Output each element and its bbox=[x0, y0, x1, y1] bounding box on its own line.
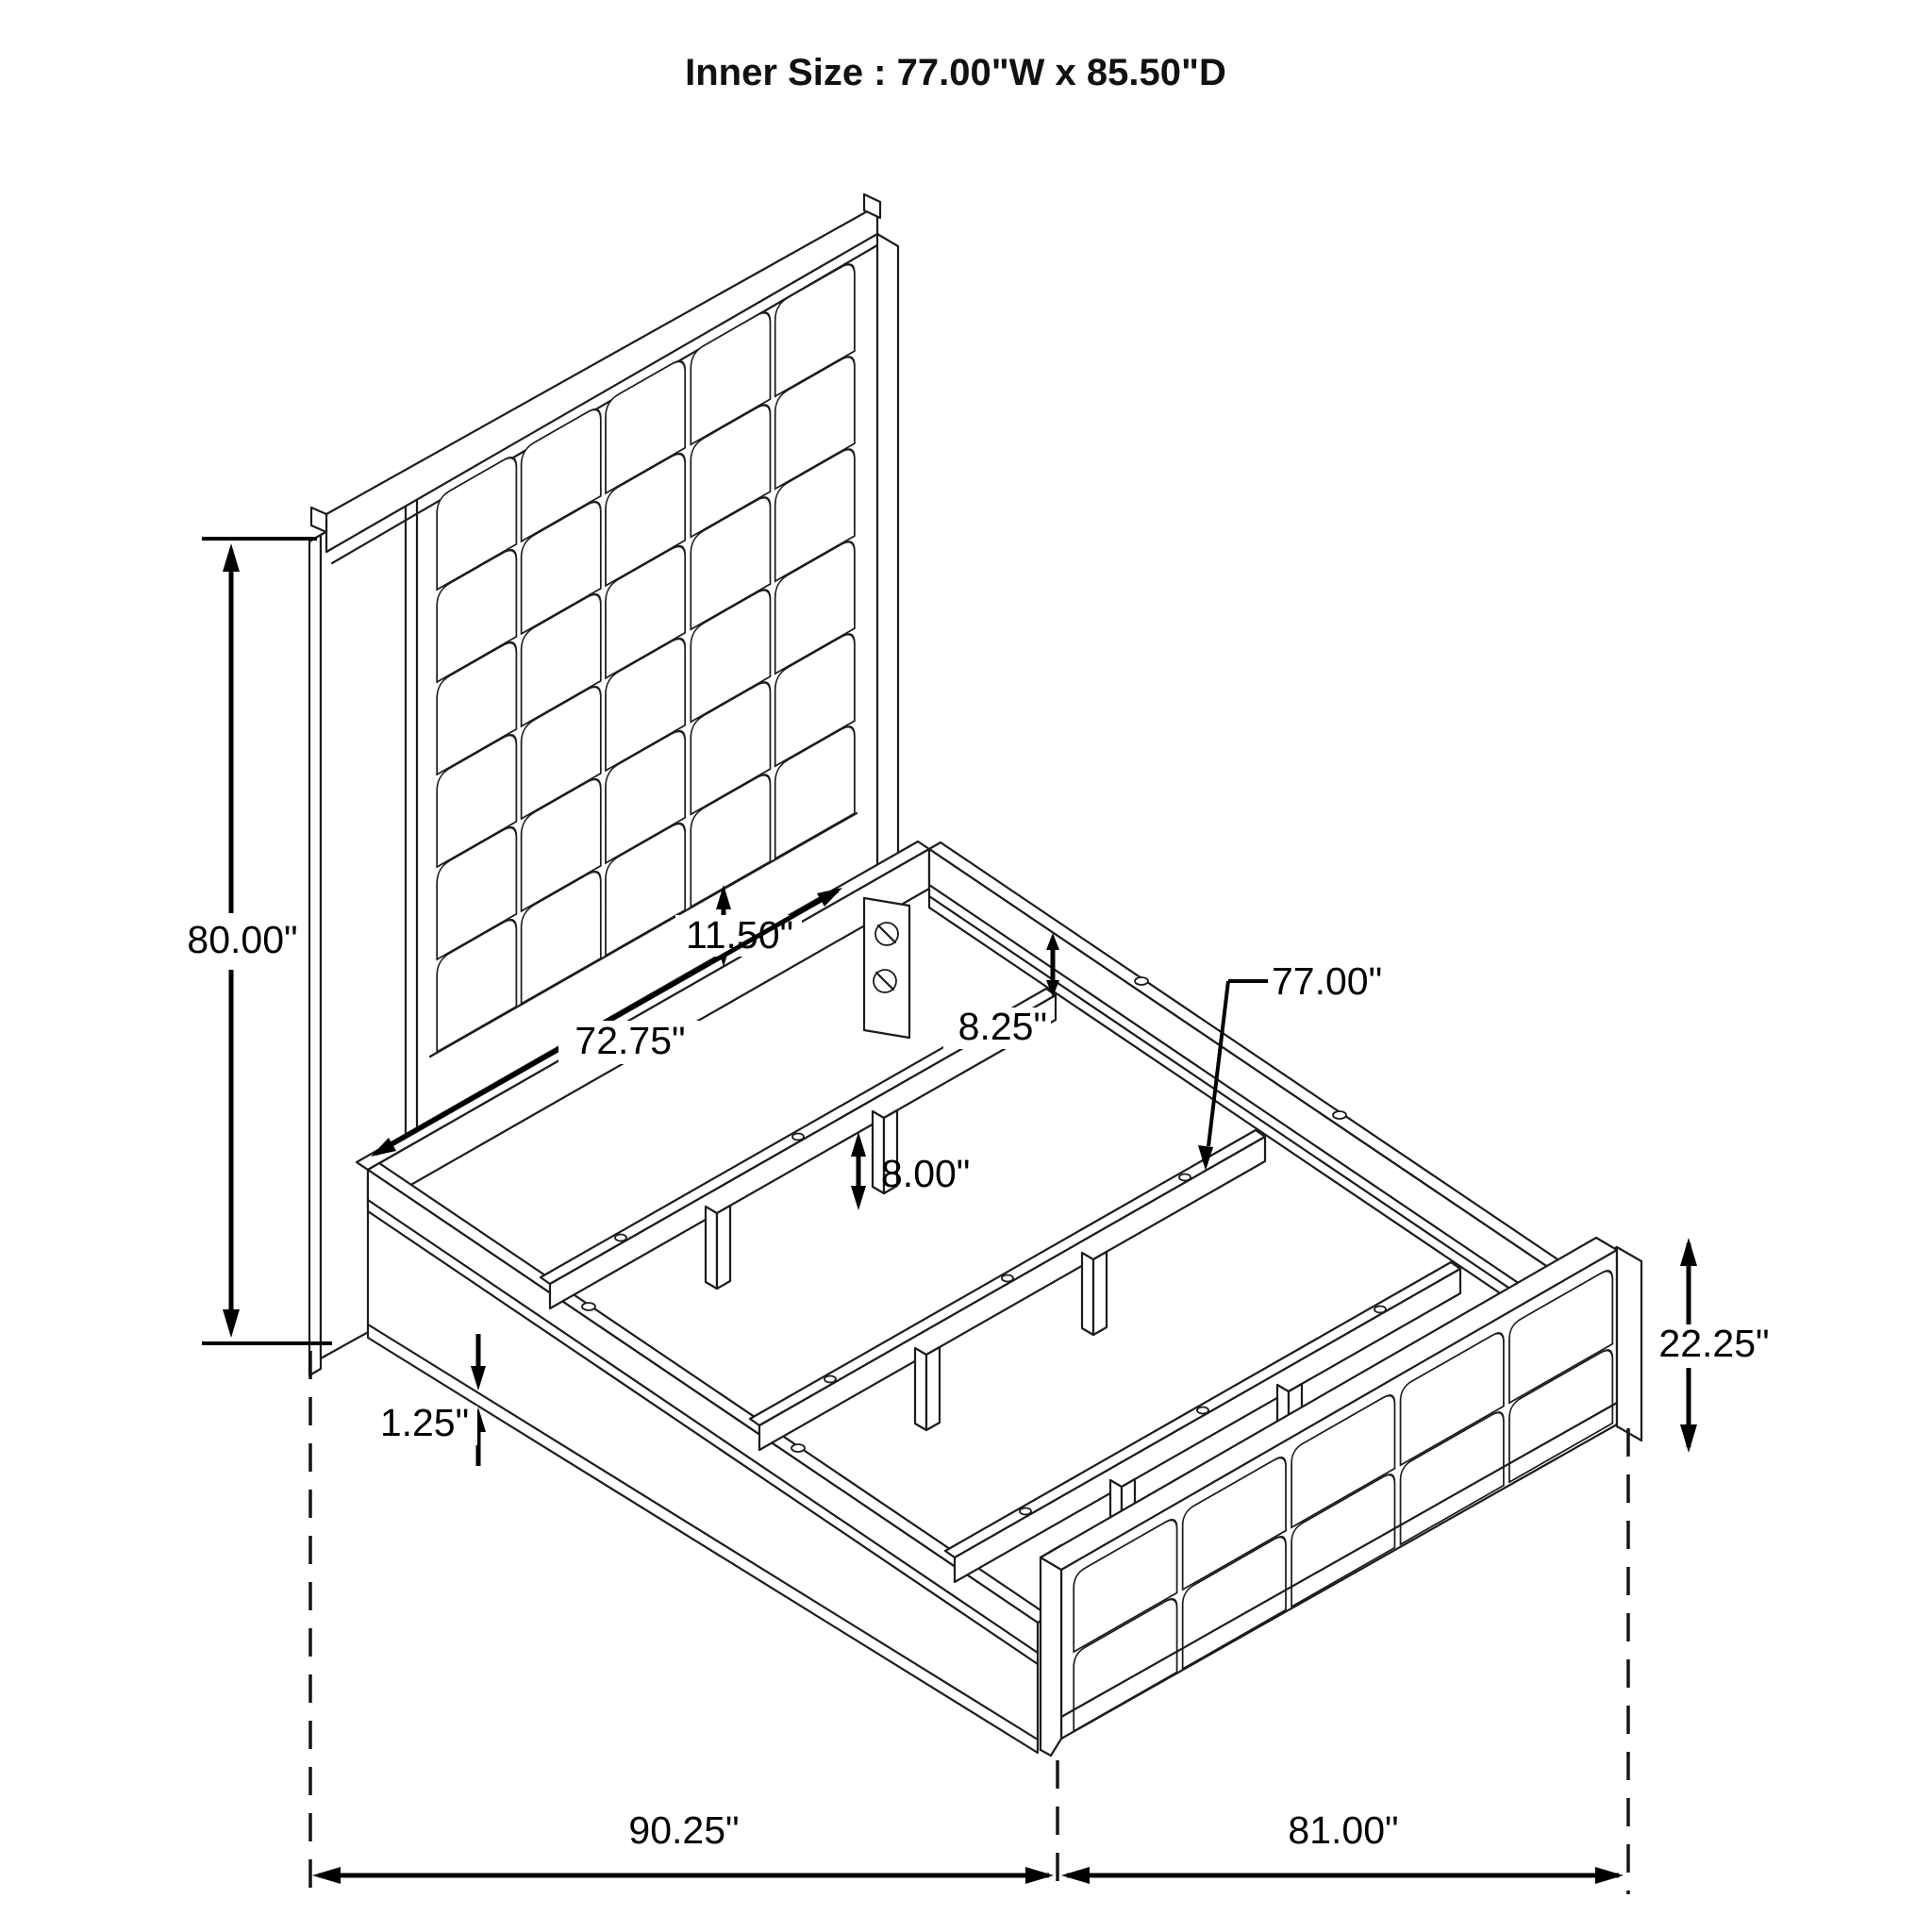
inner-rail-width-label: 72.75" bbox=[575, 1019, 686, 1062]
screw-icon bbox=[1333, 1111, 1346, 1119]
footboard-right-post bbox=[1617, 1247, 1641, 1441]
dimension-overall-width bbox=[1061, 1808, 1624, 1884]
screw-icon bbox=[791, 1444, 805, 1452]
headboard-left-post-side bbox=[309, 535, 321, 1375]
rail-trim-label: 1.25" bbox=[379, 1401, 470, 1444]
left-rail-face bbox=[368, 1170, 1038, 1753]
slat-2-leg-side bbox=[915, 1348, 926, 1430]
bracket-plate bbox=[864, 898, 909, 1038]
right-rail-top bbox=[929, 842, 1639, 1321]
overall-depth-label: 90.25" bbox=[628, 1808, 740, 1852]
screw-icon bbox=[1179, 1174, 1191, 1181]
rail-to-slat-label: 8.25" bbox=[958, 1005, 1047, 1048]
leg-height-label: 8.00" bbox=[881, 1152, 971, 1195]
dimension-headboard-height bbox=[179, 543, 307, 1338]
headboard-cap-left-tab bbox=[311, 508, 326, 532]
slat-1-leg-side bbox=[706, 1207, 717, 1289]
headboard-right-post bbox=[877, 234, 898, 947]
footboard-height-label: 22.25" bbox=[1658, 1322, 1770, 1365]
page-title: Inner Size : 77.00"W x 85.50"D bbox=[685, 52, 1226, 93]
mounting-bracket bbox=[864, 898, 909, 1038]
screw-icon bbox=[1020, 1508, 1031, 1515]
panel-gap-label: 11.50" bbox=[685, 913, 794, 957]
slat-2-leg-front bbox=[1093, 1252, 1107, 1335]
headboard-height-label: 80.00" bbox=[187, 918, 298, 961]
dimension-overall-depth bbox=[312, 1808, 1054, 1884]
footboard-left-post bbox=[1041, 1545, 1061, 1756]
dimension-leg-height bbox=[851, 1132, 970, 1210]
screw-icon bbox=[615, 1235, 626, 1241]
slat-2-leg-front bbox=[926, 1347, 940, 1430]
slat-length-label: 77.00" bbox=[1272, 959, 1383, 1003]
dimension-footboard-height bbox=[1645, 1238, 1783, 1453]
slat-1-leg-front bbox=[717, 1206, 730, 1289]
screw-icon bbox=[1197, 1407, 1208, 1414]
screw-icon bbox=[582, 1303, 595, 1310]
slat-2-leg-side bbox=[1082, 1253, 1093, 1335]
screw-icon bbox=[1135, 977, 1148, 985]
screw-icon bbox=[792, 1134, 804, 1141]
screw-icon bbox=[1374, 1307, 1386, 1313]
screw-icon bbox=[1002, 1275, 1013, 1282]
slat-2-front bbox=[759, 1137, 1265, 1450]
screw-icon bbox=[824, 1376, 836, 1383]
overall-width-label: 81.00" bbox=[1288, 1808, 1399, 1852]
